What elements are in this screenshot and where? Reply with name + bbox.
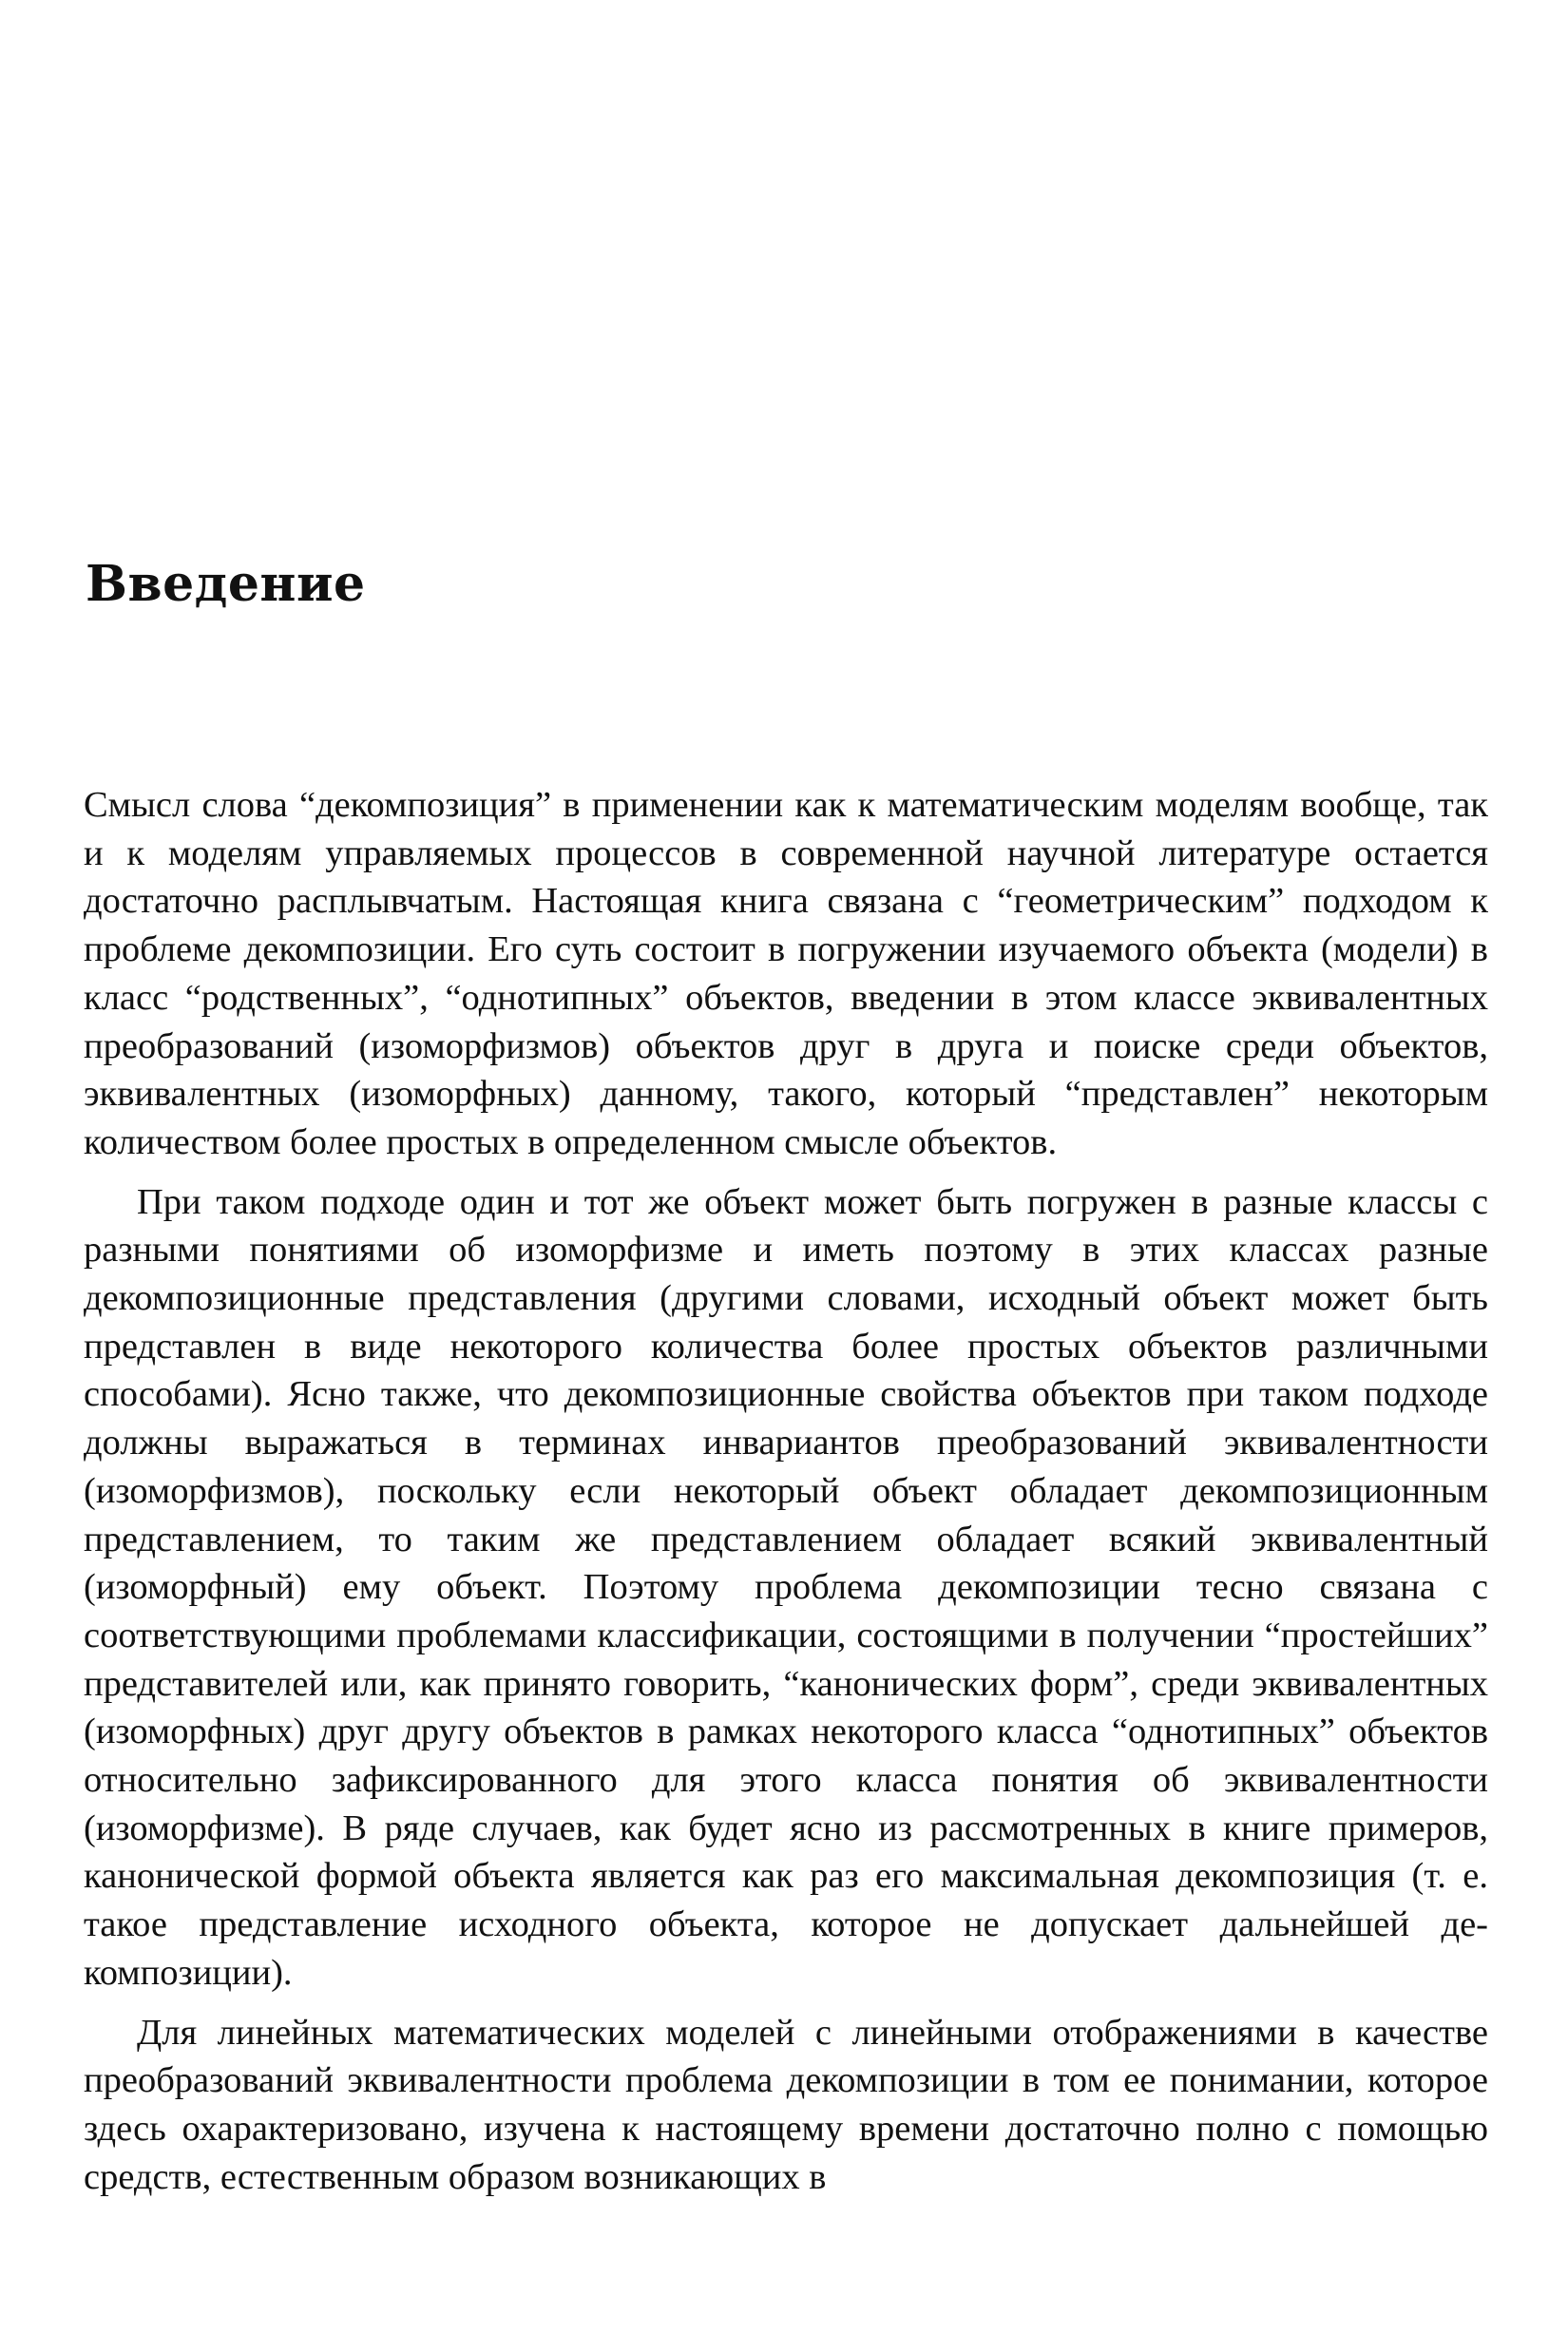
paragraph-3: Для линейных математических моделей с линейными отображениями в качестве преобразований эквивалентности проблема декомпозиции в том ее понимании, которое здесь охарактеризовано, изучена к настоящему времени достаточно полно с помощью средств, естественным образом возникающих в (84, 2012, 1488, 2197)
body-text (84, 781, 1488, 2201)
paragraph-2: При таком подходе один и тот же объект может быть погружен в разные классы с разными понятиями об изоморфизме и иметь поэтому в этих классах разные декомпозиционные представления (другими словами, исходный объект может быть представлен в виде некоторого количества более простых объектов различными способами). Ясно также, что декомпозиционные свойства объектов при таком подходе должны выражаться в терминах инвариантов преобразований эквивалентности (изоморфизмов), поскольку если некоторый объект обладает декомпозиционным представлением, то таким же представлением обладает всякий эквивалентный (изоморфный) ему объект. Поэтому проблема декомпозиции тесно связана с соответствующими проблемами классификации, состоящими в получении “простейших” представителей или, как принято говорить, “канонических форм”, среди эквивалентных (изоморфных) друг другу объектов в рамках некоторого класса “однотипных” объектов относительно зафиксированного для этого класса понятия об эквивалентности (изоморфизме). В ряде случаев, как будет ясно из рассмотренных в книге примеров, канонической формой объекта является как раз его максимальная декомпозиция (т. е. такое представление исходного объекта, которое не допускает дальнейшей декомпозиции). (84, 1181, 1488, 1993)
paragraph-1: Смысл слова “декомпозиция” в применении как к математическим моделям вообще, так и к моделям управляемых процессов в современной научной литературе остается достаточно расплывчатым. Настоящая книга связана с “геометрическим” подходом к проблеме декомпозиции. Его суть состоит в погружении изучаемого объекта (модели) в класс “родственных”, “однотипных” объектов, введении в этом классе эквивалентных преобразований (изоморфизмов) объектов друг в друга и поиске среди объектов, эквивалентных (изоморфных) данному, такого, который “представлен” некоторым количеством более простых в определенном смысле объектов. (84, 785, 1488, 1162)
chapter-title: Введение (86, 555, 366, 613)
